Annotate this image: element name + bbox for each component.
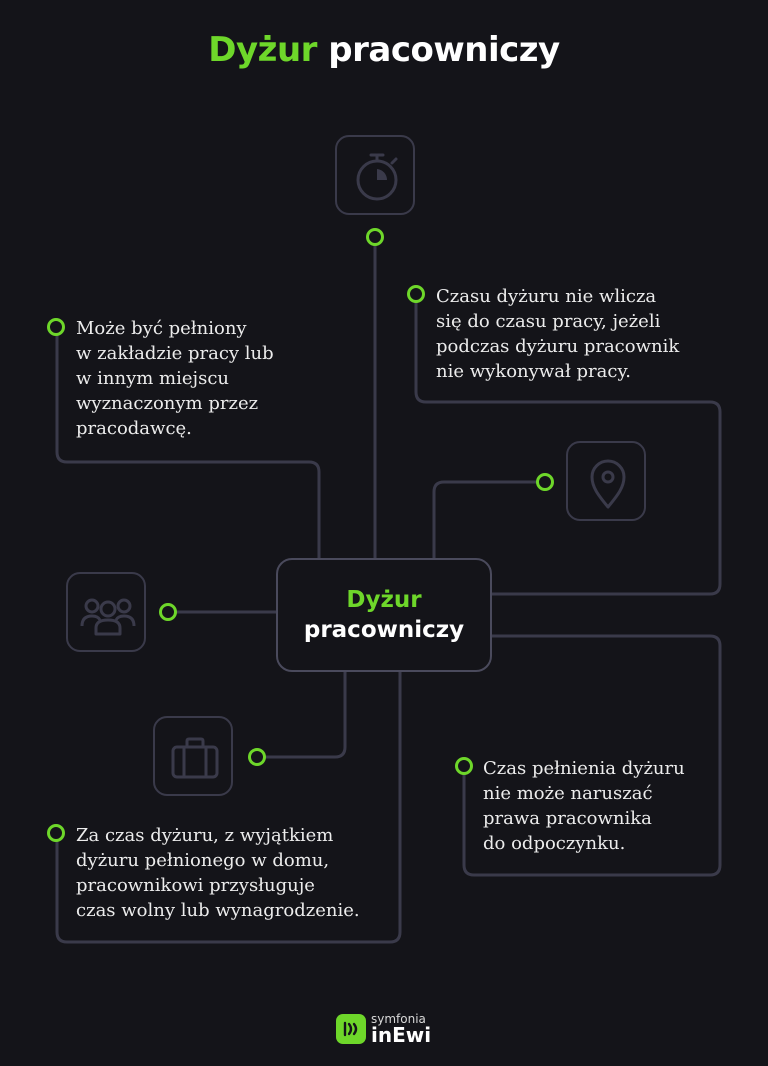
note-line: dyżuru pełnionego w domu, xyxy=(76,850,330,871)
connector-dot-location xyxy=(536,473,554,491)
connector-dot-briefcase xyxy=(248,748,266,766)
note-line: do odpoczynku. xyxy=(483,833,626,854)
note-line: Za czas dyżuru, z wyjątkiem xyxy=(76,825,334,846)
note-line: wyznaczonym przez xyxy=(76,393,259,414)
connector-dot-right-bottom xyxy=(455,757,473,775)
hub-title-highlight: Dyżur xyxy=(346,587,422,613)
hub-title-rest: pracowniczy xyxy=(303,617,465,643)
brand-name-small: symfonia xyxy=(371,1012,426,1026)
note-right-bottom xyxy=(483,756,685,856)
note-left-top xyxy=(76,316,274,441)
brand-mark-icon xyxy=(336,1014,366,1044)
title-highlight: Dyżur xyxy=(208,30,317,70)
connector-dot-left-top xyxy=(47,318,65,336)
note-line: w zakładzie pracy lub xyxy=(76,343,274,364)
note-line: nie wykonywał pracy. xyxy=(436,361,631,382)
note-left-bottom xyxy=(76,823,360,923)
note-line: się do czasu pracy, jeżeli xyxy=(436,311,661,332)
connector-location xyxy=(434,482,545,558)
brand-logo xyxy=(336,1012,431,1046)
note-line: Czasu dyżuru nie wlicza xyxy=(436,286,657,307)
central-hub xyxy=(276,558,492,672)
note-line: podczas dyżuru pracownik xyxy=(436,336,680,357)
connector-dot-group xyxy=(159,603,177,621)
note-line: pracodawcę. xyxy=(76,418,192,439)
note-line: czas wolny lub wynagrodzenie. xyxy=(76,900,360,921)
note-line: Czas pełnienia dyżuru xyxy=(483,758,685,779)
note-right-top xyxy=(436,284,679,384)
title-rest: pracowniczy xyxy=(328,30,560,70)
note-line: pracownikowi przysługuje xyxy=(76,875,315,896)
brand-name-big: inEwi xyxy=(371,1023,432,1047)
briefcase-icon xyxy=(153,716,233,796)
connector-dot-right-top xyxy=(407,285,425,303)
group-icon xyxy=(66,572,146,652)
note-line: prawa pracownika xyxy=(483,808,652,829)
note-line: nie może naruszać xyxy=(483,783,653,804)
stopwatch-icon xyxy=(335,135,415,215)
note-line: Może być pełniony xyxy=(76,318,247,339)
location-pin-icon xyxy=(566,441,646,521)
note-line: w innym miejscu xyxy=(76,368,229,389)
connector-dot-stopwatch xyxy=(366,228,384,246)
connector-briefcase xyxy=(257,672,345,757)
connector-dot-left-bottom xyxy=(47,824,65,842)
